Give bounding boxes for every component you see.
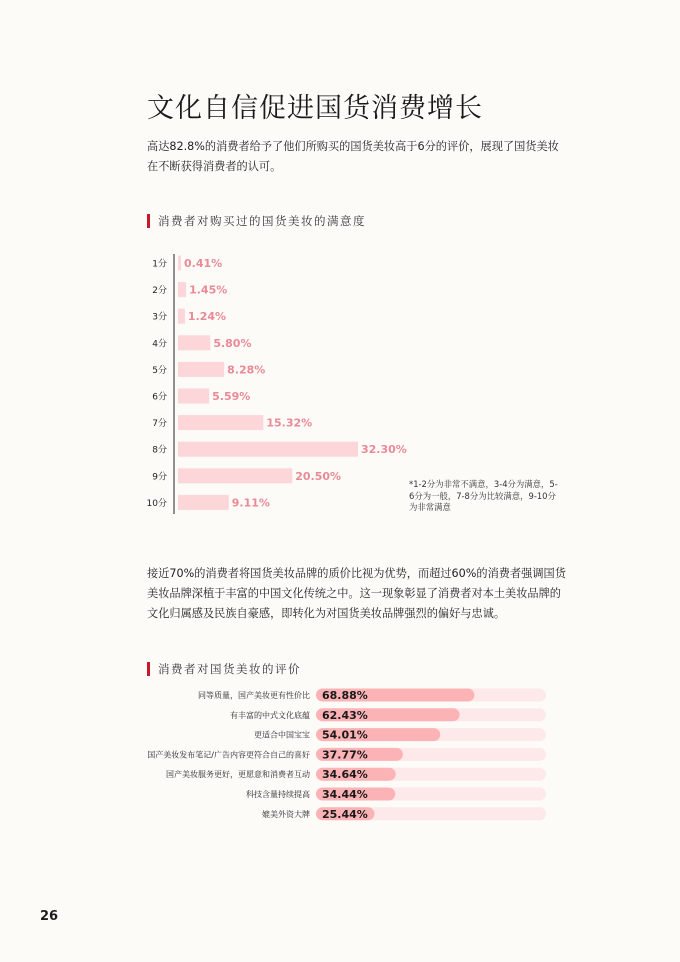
page-number: 26: [40, 909, 59, 924]
category-label: 7分: [152, 419, 167, 430]
intro-text: 高达82.8%的消费者给予了他们所购买的国货美妆高于6分的评价，展现了国货美妆在不断获得消费者的认可。: [147, 140, 559, 173]
value-label: 62.43%: [322, 708, 368, 722]
value-label: 8.28%: [227, 363, 266, 377]
value-label: 25.44%: [322, 807, 368, 821]
value-label: 54.01%: [322, 728, 368, 742]
evaluation-chart-title: 消费者对国货美妆的评价: [147, 662, 301, 676]
value-label: 34.64%: [322, 768, 368, 782]
category-label: 9分: [152, 472, 167, 483]
category-label: 国产美妆服务更好，更愿意和消费者互动: [166, 770, 310, 780]
category-label: 5分: [152, 365, 167, 376]
value-label: 20.50%: [295, 469, 342, 483]
value-label: 5.80%: [213, 336, 252, 350]
satisfaction-chart-title: 消费者对购买过的国货美妆的满意度: [147, 214, 366, 228]
category-label: 同等质量，国产美妆更有性价比: [198, 691, 310, 700]
value-label: 34.44%: [322, 788, 368, 801]
value-label: 15.32%: [266, 416, 313, 430]
value-label: 68.88%: [322, 689, 368, 702]
category-label: 国产美妆发布笔记/广告内容更符合自己的喜好: [147, 750, 310, 760]
category-label: 10分: [146, 498, 167, 509]
value-label: 1.24%: [187, 310, 227, 324]
category-label: 更适合中国宝宝: [254, 730, 310, 740]
value-label: 37.77%: [322, 748, 368, 762]
category-label: 4分: [152, 339, 167, 350]
value-label: 0.41%: [184, 257, 223, 270]
value-label: 1.45%: [189, 283, 228, 297]
category-label: 2分: [152, 286, 167, 297]
value-label: 32.30%: [361, 443, 407, 457]
category-label: 8分: [152, 445, 167, 456]
category-label: 媲美外资大牌: [262, 809, 310, 819]
category-label: 6分: [152, 392, 167, 403]
category-label: 3分: [152, 312, 167, 323]
value-label: 5.59%: [212, 390, 251, 403]
category-label: 有丰富的中式文化底蕴: [230, 710, 310, 720]
rating-note: *1-2分为非常不满意，3-4分为满意，5-6分为一般，7-8分为比较满意，9-10分为非常满意: [409, 479, 558, 512]
page-title: 文化自信促进国货消费增长: [147, 93, 483, 124]
analysis-paragraph: 接近70%的消费者将国货美妆品牌的质价比视为优势，而超过60%的消费者强调国货美妆品牌深植于丰富的中国文化传统之中。这一现象彰显了消费者对本土美妆品牌的文化归属感及民族自豪感，即转化为对国货美妆品牌强烈的偏好与忠诚。: [147, 567, 566, 620]
category-label: 1分: [152, 259, 167, 270]
value-label: 9.11%: [231, 496, 270, 510]
category-label: 科技含量持续提高: [246, 790, 310, 799]
